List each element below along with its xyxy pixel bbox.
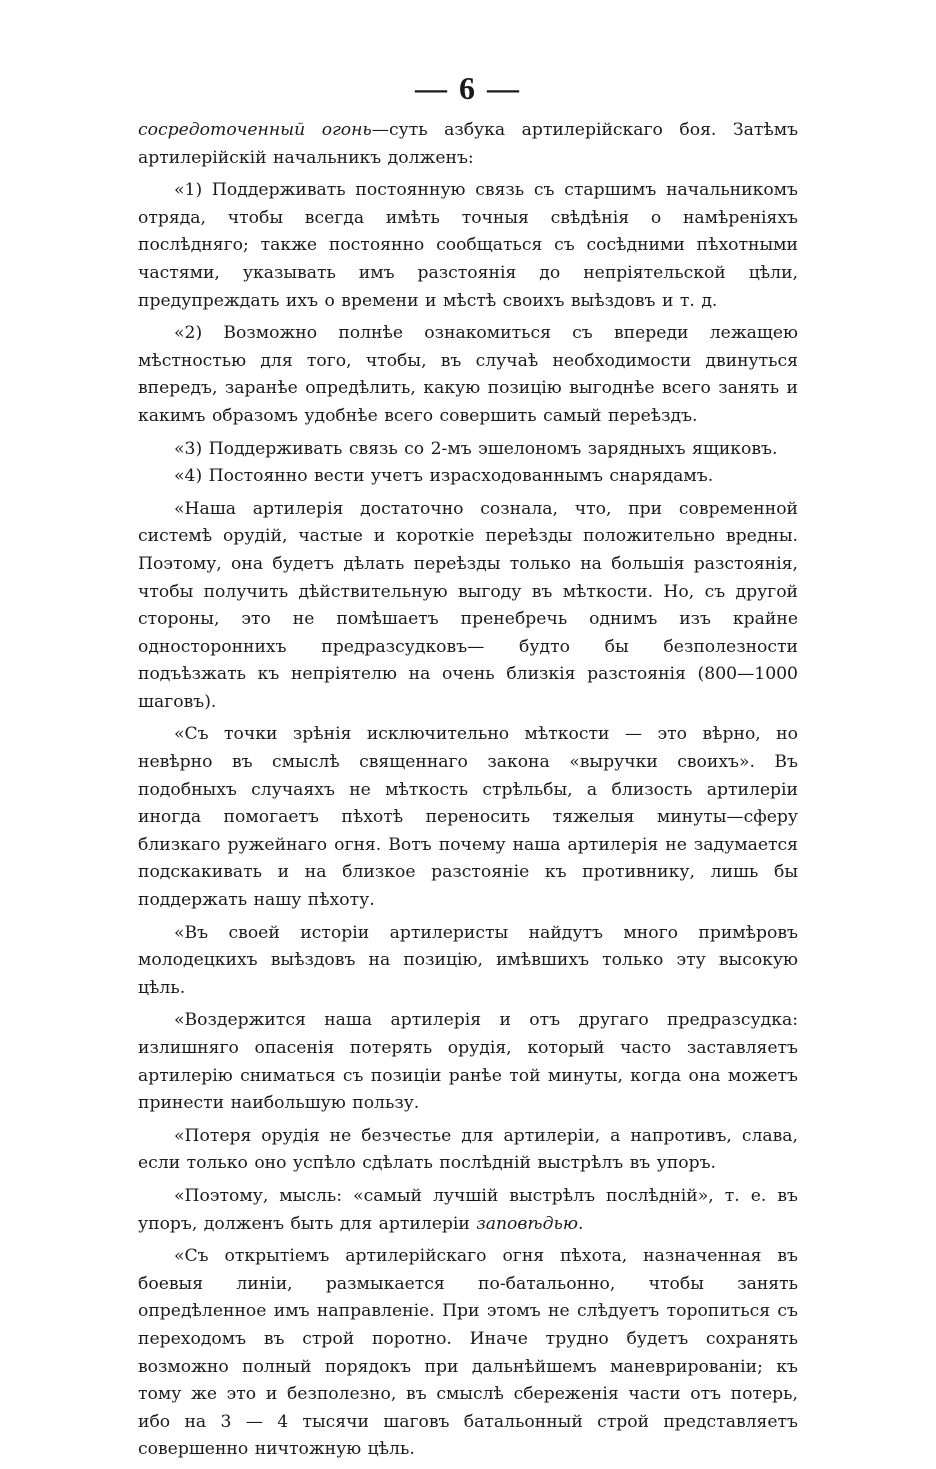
paragraph-11 — [138, 1183, 798, 1238]
paragraph-5: «4) Постоянно вести учетъ израсходованнымъ снарядамъ. — [174, 466, 714, 487]
paragraph-6: «Наша артилерiя достаточно сознала, что, при современной системѣ орудiй, частые и короткiе переѣзды положительно вредны. Поэтому, она будетъ дѣлать переѣзды только на большiя разстоянiя, чтобы получить дѣйствительную выгоду въ мѣткости. Но, съ другой стороны, это не помѣшаетъ пренебречь однимъ изъ крайне одностороннихъ предразсудковъ— будто бы безполезности подъѣзжать къ непрiятелю на очень близкiя разстоянiя (800—1000 шаговъ). — [138, 498, 798, 712]
text-body — [138, 117, 798, 1469]
paragraph-9: «Воздержится наша артилерiя и отъ другаго предразсудка: излишняго опасенiя потерять орудiя, который часто заставляетъ артилерiю сниматься съ позицiи ранѣе той минуты, когда она можетъ принести наибольшую пользу. — [138, 1010, 798, 1114]
paragraph-11-end: . — [577, 1213, 584, 1234]
paragraph-10: «Потеря орудiя не безчестье для артилерiи, а напротивъ, слава, если только оно успѣло сдѣлать послѣднiй выстрѣлъ въ упоръ. — [138, 1125, 798, 1174]
paragraph-7: «Съ точки зрѣнiя исключительно мѣткости — это вѣрно, но невѣрно въ смыслѣ священнаго закона «выручки своихъ». Въ подобныхъ случаяхъ не мѣткость стрѣльбы, а близость артилерiи иногда помогаетъ пѣхотѣ переносить тяжелыя минуты—сферу близкаго ружейнаго огня. Вотъ почему наша артилерiя не задумается подскакивать и на близкое разстоянiе къ противнику, лишь бы поддержать нашу пѣхоту. — [138, 724, 798, 911]
paragraph-8: «Въ своей исторiи артилеристы найдутъ много примѣровъ молодецкихъ выѣздовъ на позицiю, имѣвшихъ только эту высокую цѣль. — [138, 922, 798, 998]
paragraph-11-text: «Поэтому, мысль: «самый лучшiй выстрѣлъ послѣднiй», т. е. въ упоръ, долженъ быть для артилерiи — [138, 1185, 798, 1234]
paragraph-4: «3) Поддерживать связь со 2-мъ эшелономъ зарядныхъ ящиковъ. — [174, 438, 778, 459]
italic-trailing-word: заповѣдью — [476, 1213, 578, 1234]
paragraph-1-text: —суть азбука артилерiйскаго боя. Затѣмъ артилерiйскiй начальникъ долженъ: — [138, 120, 798, 168]
italic-lead-phrase: сосредоточенный огонь — [138, 120, 372, 140]
paragraph-3: «2) Возможно полнѣе ознакомиться съ впереди лежащею мѣстностью для того, чтобы, въ случаѣ необходимости двинуться впередъ, заранѣе опредѣлить, какую позицiю выгоднѣе всего занять и какимъ образомъ удобнѣе всего совершить самый переѣздъ. — [138, 323, 798, 426]
paragraph-12: «Съ открытiемъ артилерiйскаго огня пѣхота, назначенная въ боевыя линiи, размыкается по-батальонно, чтобы занять опредѣленное имъ направленiе. При этомъ не слѣдуетъ торопиться съ переходомъ въ строй поротно. Иначе трудно будетъ сохранять возможно полный порядокъ при дальнѣйшемъ маневрированiи; къ тому же это и безполезно, въ смыслѣ сбереженiя части отъ потерь, ибо на 3 — 4 тысячи шаговъ батальонный строй представляетъ совершенно ничтожную цѣль. — [138, 1246, 798, 1460]
paragraph-1 — [138, 117, 798, 172]
paragraph-2: «1) Поддерживать постоянную связь съ старшимъ начальникомъ отряда, чтобы всегда имѣть точныя свѣдѣнiя о намѣренiяхъ послѣдняго; также постоянно сообщаться съ сосѣдними пѣхотными частями, указывать имъ разстоянiя до непрiятельской цѣли, предупреждать ихъ о времени и мѣстѣ своихъ выѣздовъ и т. д. — [138, 180, 798, 311]
page-number: — 6 — — [415, 70, 521, 106]
